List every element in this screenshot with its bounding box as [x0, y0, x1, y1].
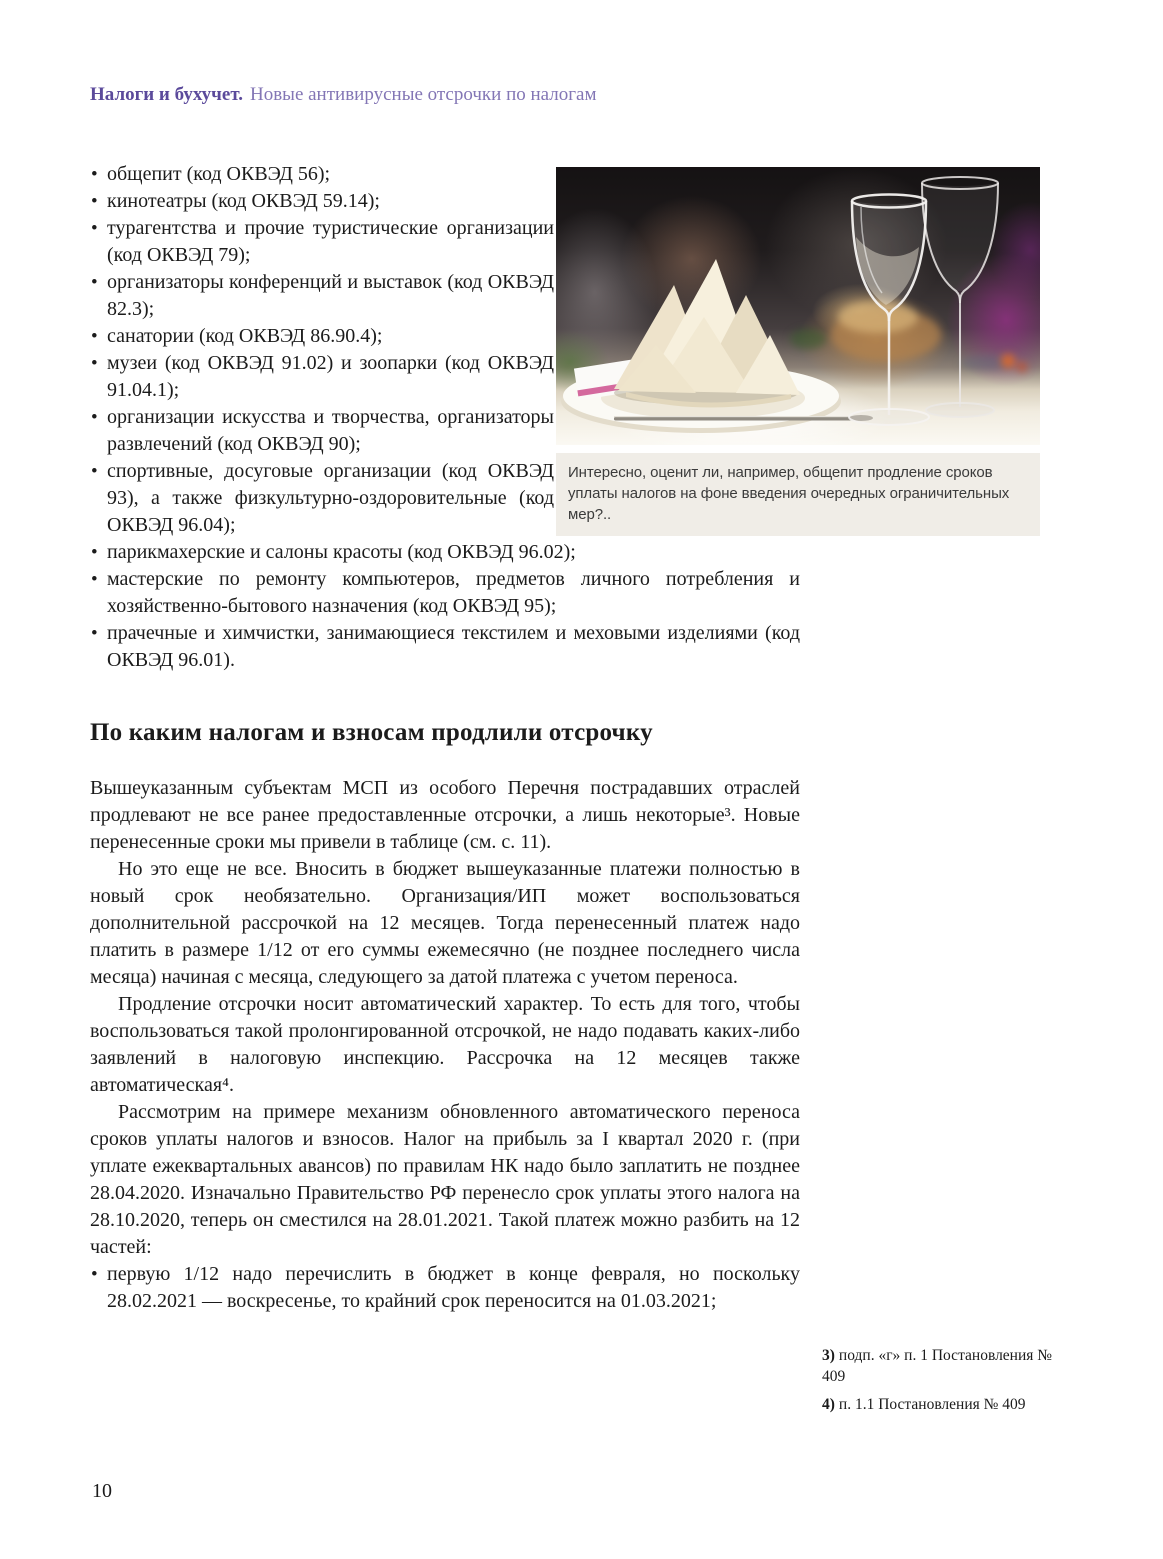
list-item: • музеи (код ОКВЭД 91.02) и зоопарки (код ОКВЭД 91.04.1); — [90, 350, 800, 404]
magazine-section-title: Налоги и бухучет. — [90, 84, 243, 105]
list-item: • спортивные, досуговые организации (код ОКВЭД 93), а также физкультурно-оздоровительные (код ОКВЭД 96.04); — [90, 458, 800, 539]
footnote-marker: 4) — [822, 1396, 835, 1413]
paragraph: Продление отсрочки носит автоматический характер. То есть для того, чтобы воспользоваться такой пролонгированной отсрочкой, не надо подавать каких-либо заявлений в налоговую инспекцию. Рассрочка на 12 месяцев также автоматическая⁴. — [90, 993, 800, 1096]
paragraph: Вышеуказанным субъектам МСП из особого Перечня пострадавших отраслей продлевают не все ранее предоставленные отсрочки, а лишь некоторые³. Новые перенесенные сроки мы привели в таблице (см. с. 11). — [90, 777, 800, 853]
article-title: Новые антивирусные отсрочки по налогам — [249, 84, 597, 105]
footnote-text: п. 1.1 Постановления № 409 — [838, 1396, 1026, 1413]
food-bokeh-graphic — [790, 301, 1027, 372]
wine-glass-rear-graphic — [922, 177, 998, 417]
footnote-marker: 3) — [822, 1347, 835, 1364]
list-item: • мастерские по ремонту компьютеров, предметов личного потребления и хозяйственно-бытового назначения (код ОКВЭД 95); — [90, 566, 800, 620]
paragraph: Рассмотрим на примере механизм обновленного автоматического переноса сроков уплаты налогов и взносов. Налог на прибыль за I квартал 2020 г. (при уплате ежеквартальных авансов) по правилам НК надо было заплатить не позднее 28.04.2020. Изначально Правительство РФ перенесло срок уплаты этого налога на 28.10.2020, теперь он сместился на 28.01.2021. Такой платеж можно разбить на 12 частей: — [90, 1101, 800, 1258]
footnote — [822, 1345, 1056, 1387]
list-item: • организации искусства и творчества, организаторы развлечений (код ОКВЭД 90); — [90, 404, 800, 458]
list-item: • санатории (код ОКВЭД 86.90.4); — [90, 323, 800, 350]
footnotes — [822, 1345, 1056, 1422]
affected-industries-list — [90, 161, 800, 674]
payment-schedule-list — [90, 1261, 800, 1315]
running-head — [90, 84, 596, 106]
page-number: 10 — [92, 1480, 112, 1502]
section-heading: По каким налогам и взносам продлили отсрочку — [90, 719, 653, 746]
list-item: • парикмахерские и салоны красоты (код ОКВЭД 96.02); — [90, 539, 800, 566]
footnote — [822, 1394, 1056, 1415]
paragraph: Но это еще не все. Вносить в бюджет вышеуказанные платежи полностью в новый срок необязательно. Организация/ИП может воспользоваться дополнительной рассрочкой на 12 месяцев. Тогда перенесенный платеж надо платить в размере 1/12 от его суммы ежемесячно (не позднее последнего числа месяца) начиная с месяца, следующего за датой платежа с учетом переноса. — [90, 858, 800, 988]
photo-caption: Интересно, оценит ли, например, общепит продление сроков уплаты налогов на фоне введения очередных ограничительных мер?.. — [556, 453, 1040, 536]
list-item: • прачечные и химчистки, занимающиеся текстилем и меховыми изделиями (код ОКВЭД 96.01). — [90, 620, 800, 674]
list-item: • общепит (код ОКВЭД 56); — [90, 161, 800, 188]
list-item: • турагентства и прочие туристические организации (код ОКВЭД 79); — [90, 215, 800, 269]
list-item: • организаторы конференций и выставок (код ОКВЭД 82.3); — [90, 269, 800, 323]
list-item: • первую 1/12 надо перечислить в бюджет в конце февраля, но поскольку 28.02.2021 — воскресенье, то крайний срок переносится на 01.03.2021; — [90, 1261, 800, 1315]
list-item: • кинотеатры (код ОКВЭД 59.14); — [90, 188, 800, 215]
footnote-text: подп. «г» п. 1 Постановления № 409 — [822, 1347, 1053, 1385]
article-body — [90, 161, 800, 1315]
